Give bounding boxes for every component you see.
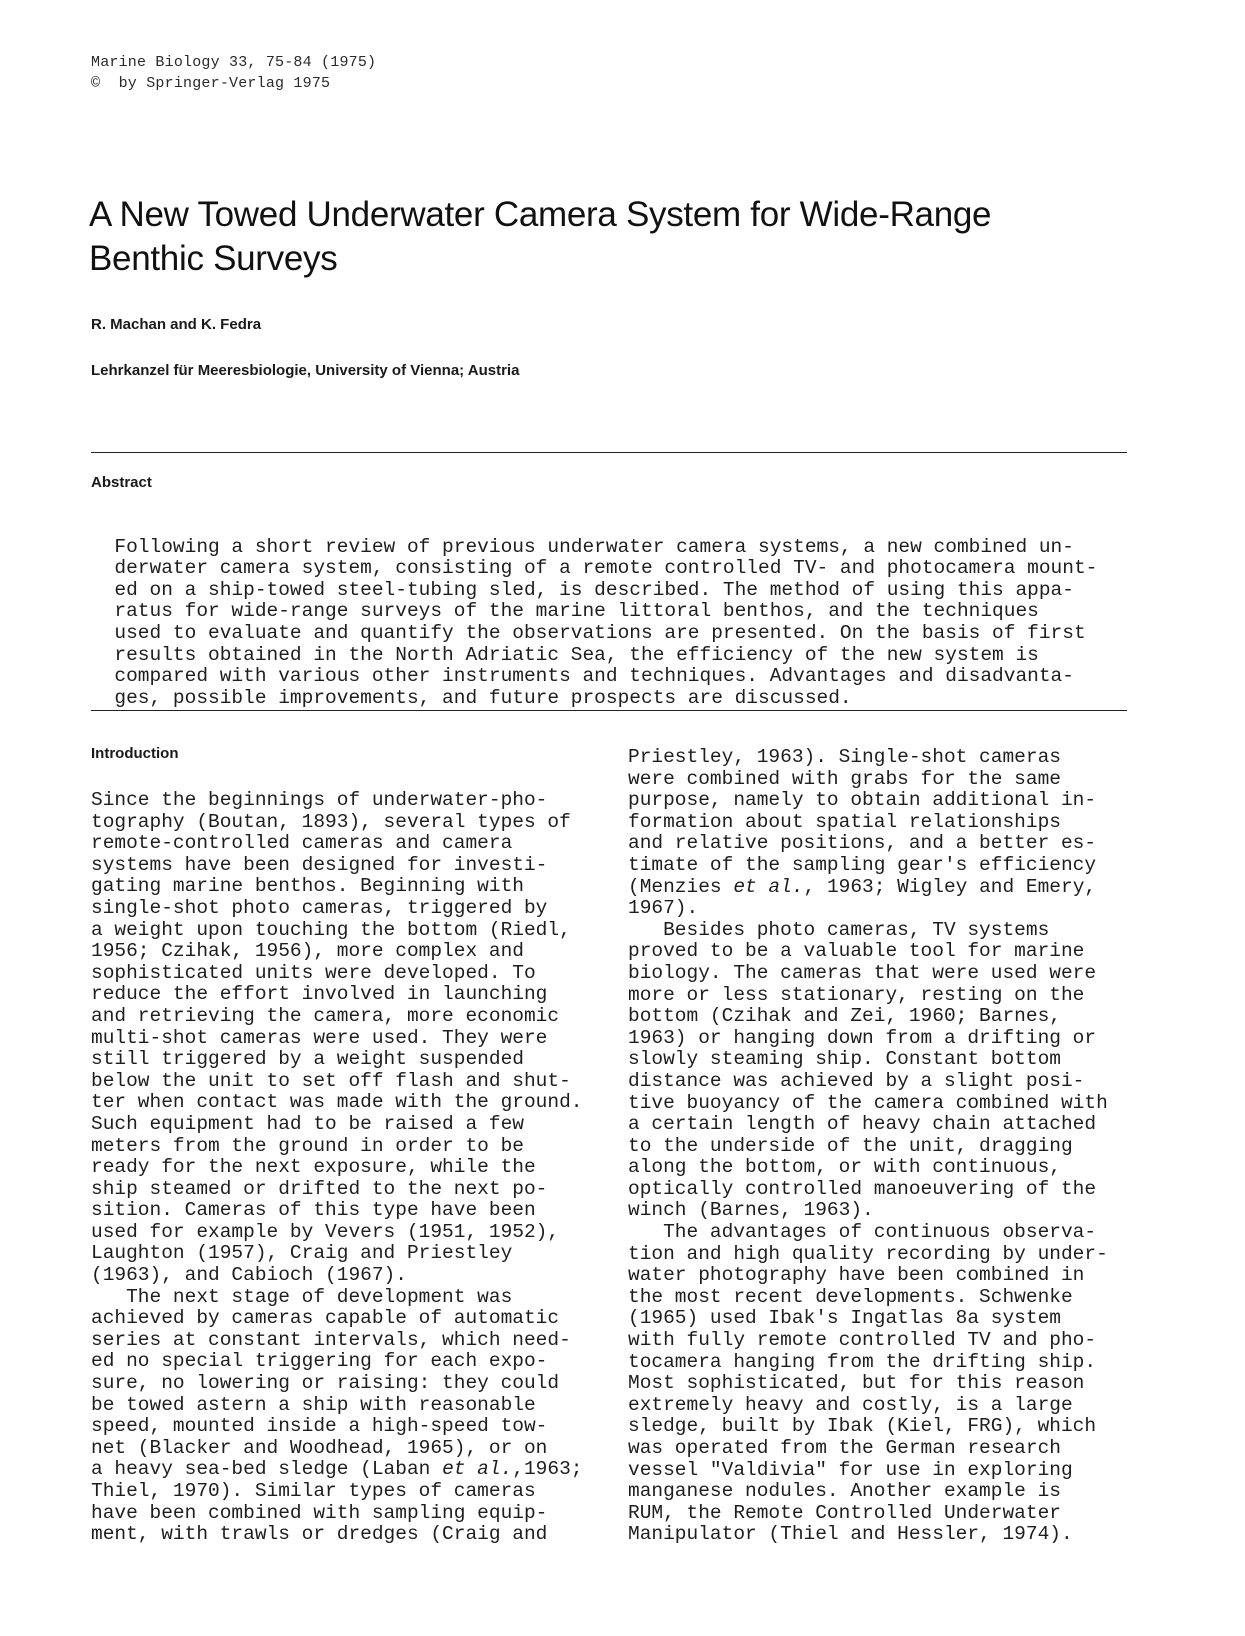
body-text-line: (Menzies et al., 1963; Wigley and Emery,: [628, 875, 1097, 898]
body-text-line: sition. Cameras of this type have been: [91, 1199, 536, 1222]
body-text-line: with fully remote controlled TV and pho-: [628, 1329, 1097, 1352]
body-text-line: winch (Barnes, 1963).: [628, 1199, 874, 1222]
body-text-line: 1956; Czihak, 1956), more complex and: [91, 940, 524, 963]
body-text-line: the most recent developments. Schwenke: [628, 1285, 1073, 1308]
abstract-line: results obtained in the North Adriatic Sea, the efficiency of the new system is: [114, 643, 1039, 666]
body-text-line: series at constant intervals, which need-: [91, 1328, 571, 1351]
journal-header: [91, 52, 376, 94]
body-text-line: tocamera hanging from the drifting ship.: [628, 1350, 1097, 1373]
body-text-line: Most sophisticated, but for this reason: [628, 1372, 1085, 1395]
body-text-line: tography (Boutan, 1893), several types of: [91, 810, 571, 833]
title-line-1: A New Towed Underwater Camera System for Wide-Range: [89, 195, 992, 234]
body-text-line: were combined with grabs for the same: [628, 767, 1061, 790]
body-text-line: (1963), and Cabioch (1967).: [91, 1264, 407, 1287]
body-text-line: sure, no lowering or raising: they could: [91, 1372, 560, 1395]
body-text-line: slowly steaming ship. Constant bottom: [628, 1048, 1061, 1071]
abstract-body: [91, 515, 1141, 709]
introduction-right-column: [628, 747, 1158, 1546]
body-text-line: ship steamed or drifted to the next po-: [91, 1177, 548, 1200]
body-text-line: optically controlled manoeuvering of the: [628, 1177, 1097, 1200]
body-text-line: distance was achieved by a slight posi-: [628, 1069, 1085, 1092]
body-text-line: vessel "Valdivia" for use in exploring: [628, 1458, 1073, 1481]
body-text-line: manganese nodules. Another example is: [628, 1480, 1061, 1503]
body-text-line: used for example by Vevers (1951, 1952),: [91, 1220, 560, 1243]
abstract-line: used to evaluate and quantify the observations are presented. On the basis of first: [114, 621, 1086, 644]
body-text-line: (1965) used Ibak's Ingatlas 8a system: [628, 1307, 1061, 1330]
body-text-line: a heavy sea-bed sledge (Laban et al.,1963;: [91, 1458, 583, 1481]
body-text-line: ready for the next exposure, while the: [91, 1156, 536, 1179]
body-text-line: Manipulator (Thiel and Hessler, 1974).: [628, 1523, 1073, 1546]
abstract-line: compared with various other instruments and techniques. Advantages and disadvanta-: [114, 665, 1074, 688]
body-text-line: gating marine benthos. Beginning with: [91, 875, 524, 898]
body-text-line: achieved by cameras capable of automatic: [91, 1307, 560, 1330]
body-text-line: reduce the effort involved in launching: [91, 983, 548, 1006]
abstract-bottom-rule: [91, 710, 1127, 711]
body-text-line: tion and high quality recording by under-: [628, 1242, 1108, 1265]
body-text-line: RUM, the Remote Controlled Underwater: [628, 1501, 1061, 1524]
body-text-line: and retrieving the camera, more economic: [91, 1004, 560, 1027]
body-text-line: be towed astern a ship with reasonable: [91, 1393, 536, 1416]
body-text-line: sledge, built by Ibak (Kiel, FRG), which: [628, 1415, 1097, 1438]
article-title: [89, 193, 1089, 281]
body-text-line: biology. The cameras that were used were: [628, 961, 1097, 984]
abstract-heading: Abstract: [91, 474, 152, 491]
body-text-line: Such equipment had to be raised a few: [91, 1112, 524, 1135]
body-text-line: ter when contact was made with the ground.: [91, 1091, 583, 1114]
body-text-line: tive buoyancy of the camera combined with: [628, 1091, 1108, 1114]
body-text-line: The next stage of development was: [91, 1285, 513, 1308]
introduction-heading: Introduction: [91, 745, 179, 762]
body-text-line: below the unit to set off flash and shut-: [91, 1069, 571, 1092]
body-text-line: Since the beginnings of underwater-pho-: [91, 789, 548, 811]
body-text-line: The advantages of continuous observa-: [628, 1221, 1097, 1244]
body-text-line: systems have been designed for investi-: [91, 853, 548, 876]
body-text-line: multi-shot cameras were used. They were: [91, 1026, 548, 1049]
authors: R. Machan and K. Fedra: [91, 316, 262, 333]
body-text-line: a certain length of heavy chain attached: [628, 1113, 1097, 1136]
body-text-line: ed no special triggering for each expo-: [91, 1350, 548, 1373]
title-line-2: Benthic Surveys: [89, 239, 338, 278]
body-text-line: still triggered by a weight suspended: [91, 1048, 524, 1071]
body-text-line: was operated from the German research: [628, 1437, 1061, 1459]
body-text-line: proved to be a valuable tool for marine: [628, 940, 1085, 963]
body-text-line: extremely heavy and costly, is a large: [628, 1393, 1073, 1416]
introduction-left-column: [91, 790, 621, 1546]
abstract-line: derwater camera system, consisting of a remote controlled TV- and photocamera mount-: [114, 557, 1098, 580]
body-text-line: timate of the sampling gear's efficiency: [628, 853, 1097, 876]
body-text-line: Thiel, 1970). Similar types of cameras: [91, 1480, 536, 1502]
abstract-line: ed on a ship-towed steel-tubing sled, is described. The method of using this appa-: [114, 578, 1074, 601]
body-text-line: Priestley, 1963). Single-shot cameras: [628, 746, 1061, 768]
body-text-line: net (Blacker and Woodhead, 1965), or on: [91, 1436, 548, 1459]
body-text-line: 1967).: [628, 897, 699, 920]
body-text-line: bottom (Czihak and Zei, 1960; Barnes,: [628, 1005, 1061, 1028]
body-text-line: ment, with trawls or dredges (Craig and: [91, 1523, 548, 1546]
journal-citation: Marine Biology 33, 75-84 (1975): [91, 54, 377, 71]
affiliation: Lehrkanzel für Meeresbiologie, University of Vienna; Austria: [91, 362, 520, 379]
abstract-line: Following a short review of previous underwater camera systems, a new combined un-: [114, 535, 1074, 558]
abstract-line: ges, possible improvements, and future prospects are discussed.: [114, 686, 852, 709]
body-text-line: a weight upon touching the bottom (Riedl,: [91, 918, 571, 941]
body-text-line: speed, mounted inside a high-speed tow-: [91, 1415, 548, 1438]
body-text-line: water photography have been combined in: [628, 1264, 1085, 1287]
body-text-line: and relative positions, and a better es-: [628, 832, 1097, 855]
body-text-line: sophisticated units were developed. To: [91, 961, 536, 984]
body-text-line: formation about spatial relationships: [628, 810, 1061, 833]
body-text-line: purpose, namely to obtain additional in-: [628, 789, 1097, 812]
body-text-line: more or less stationary, resting on the: [628, 983, 1085, 1006]
body-text-line: meters from the ground in order to be: [91, 1134, 524, 1157]
body-text-line: 1963) or hanging down from a drifting or: [628, 1026, 1097, 1049]
body-text-line: along the bottom, or with continuous,: [628, 1156, 1061, 1179]
body-text-line: to the underside of the unit, dragging: [628, 1134, 1073, 1157]
body-text-line: single-shot photo cameras, triggered by: [91, 896, 548, 919]
abstract-top-rule: [91, 452, 1127, 453]
body-text-line: Besides photo cameras, TV systems: [628, 918, 1050, 941]
copyright-notice: © by Springer-Verlag 1975: [91, 75, 331, 92]
body-text-line: have been combined with sampling equip-: [91, 1501, 548, 1524]
body-text-line: remote-controlled cameras and camera: [91, 832, 513, 855]
body-text-line: Laughton (1957), Craig and Priestley: [91, 1242, 513, 1265]
abstract-line: ratus for wide-range surveys of the marine littoral benthos, and the techniques: [114, 600, 1039, 623]
